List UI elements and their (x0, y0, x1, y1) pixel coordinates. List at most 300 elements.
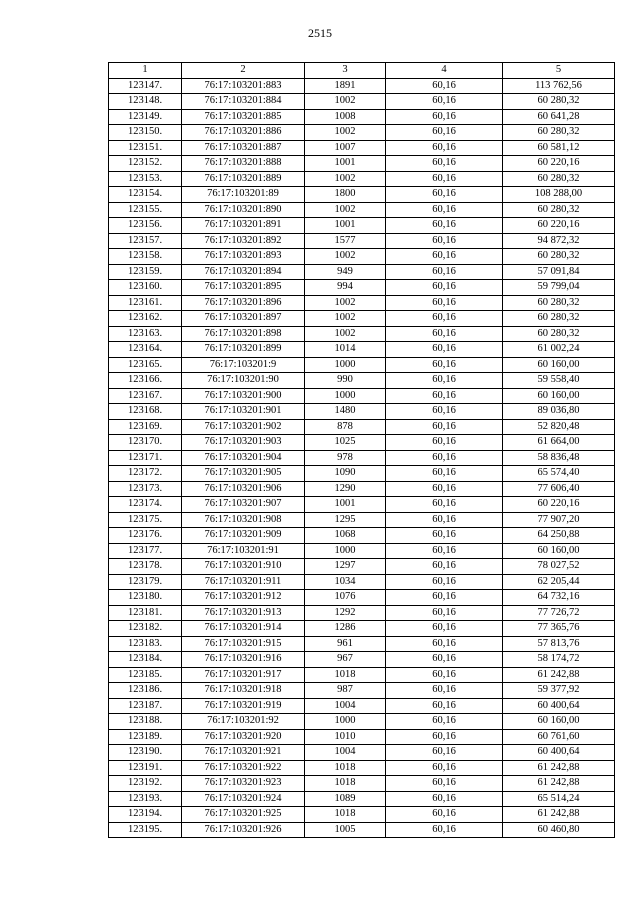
area-cell: 1577 (305, 233, 386, 249)
area-cell: 961 (305, 636, 386, 652)
area-cell: 1002 (305, 202, 386, 218)
rate-cell: 60,16 (386, 667, 503, 683)
cadastral-number-cell: 76:17:103201:91 (182, 543, 305, 559)
rate-cell: 60,16 (386, 311, 503, 327)
cadastral-number-cell: 76:17:103201:926 (182, 822, 305, 838)
row-number-cell: 123147. (109, 78, 182, 94)
rate-cell: 60,16 (386, 342, 503, 358)
rate-cell: 60,16 (386, 807, 503, 823)
amount-cell: 58 836,48 (503, 450, 615, 466)
rate-cell: 60,16 (386, 543, 503, 559)
table-row (109, 729, 615, 745)
row-number-cell: 123149. (109, 109, 182, 125)
row-number-cell: 123167. (109, 388, 182, 404)
area-cell: 1089 (305, 791, 386, 807)
column-header: 1 (109, 63, 182, 79)
rate-cell: 60,16 (386, 714, 503, 730)
row-number-cell: 123176. (109, 528, 182, 544)
table-row (109, 512, 615, 528)
table-row (109, 373, 615, 389)
amount-cell: 60 280,32 (503, 171, 615, 187)
rate-cell: 60,16 (386, 218, 503, 234)
cadastral-number-cell: 76:17:103201:9 (182, 357, 305, 373)
table-row (109, 667, 615, 683)
column-header: 4 (386, 63, 503, 79)
amount-cell: 65 514,24 (503, 791, 615, 807)
row-number-cell: 123165. (109, 357, 182, 373)
amount-cell: 78 027,52 (503, 559, 615, 575)
amount-cell: 89 036,80 (503, 404, 615, 420)
rate-cell: 60,16 (386, 264, 503, 280)
amount-cell: 60 160,00 (503, 714, 615, 730)
cadastral-number-cell: 76:17:103201:905 (182, 466, 305, 482)
area-cell: 1480 (305, 404, 386, 420)
amount-cell: 77 726,72 (503, 605, 615, 621)
table-row (109, 357, 615, 373)
table-row (109, 791, 615, 807)
cadastral-number-cell: 76:17:103201:892 (182, 233, 305, 249)
table-row (109, 249, 615, 265)
rate-cell: 60,16 (386, 590, 503, 606)
row-number-cell: 123148. (109, 94, 182, 110)
amount-cell: 61 242,88 (503, 760, 615, 776)
amount-cell: 61 242,88 (503, 776, 615, 792)
cadastral-number-cell: 76:17:103201:898 (182, 326, 305, 342)
column-header: 3 (305, 63, 386, 79)
amount-cell: 59 558,40 (503, 373, 615, 389)
area-cell: 1000 (305, 543, 386, 559)
area-cell: 967 (305, 652, 386, 668)
amount-cell: 57 091,84 (503, 264, 615, 280)
table-row (109, 528, 615, 544)
area-cell: 1018 (305, 776, 386, 792)
area-cell: 1014 (305, 342, 386, 358)
row-number-cell: 123186. (109, 683, 182, 699)
table-row (109, 264, 615, 280)
row-number-cell: 123153. (109, 171, 182, 187)
row-number-cell: 123185. (109, 667, 182, 683)
row-number-cell: 123156. (109, 218, 182, 234)
cadastral-number-cell: 76:17:103201:89 (182, 187, 305, 203)
row-number-cell: 123189. (109, 729, 182, 745)
cadastral-number-cell: 76:17:103201:894 (182, 264, 305, 280)
amount-cell: 65 574,40 (503, 466, 615, 482)
table-row (109, 745, 615, 761)
row-number-cell: 123184. (109, 652, 182, 668)
amount-cell: 108 288,00 (503, 187, 615, 203)
rate-cell: 60,16 (386, 156, 503, 172)
cadastral-number-cell: 76:17:103201:901 (182, 404, 305, 420)
cadastral-number-cell: 76:17:103201:895 (182, 280, 305, 296)
table-row (109, 559, 615, 575)
area-cell: 978 (305, 450, 386, 466)
cadastral-number-cell: 76:17:103201:918 (182, 683, 305, 699)
area-cell: 1068 (305, 528, 386, 544)
column-header: 5 (503, 63, 615, 79)
row-number-cell: 123178. (109, 559, 182, 575)
area-cell: 1018 (305, 807, 386, 823)
rate-cell: 60,16 (386, 512, 503, 528)
row-number-cell: 123170. (109, 435, 182, 451)
cadastral-number-cell: 76:17:103201:887 (182, 140, 305, 156)
table-row (109, 698, 615, 714)
table-row (109, 466, 615, 482)
cadastral-number-cell: 76:17:103201:915 (182, 636, 305, 652)
amount-cell: 59 377,92 (503, 683, 615, 699)
rate-cell: 60,16 (386, 419, 503, 435)
rate-cell: 60,16 (386, 404, 503, 420)
cadastral-number-cell: 76:17:103201:913 (182, 605, 305, 621)
area-cell: 1290 (305, 481, 386, 497)
area-cell: 1004 (305, 745, 386, 761)
rate-cell: 60,16 (386, 435, 503, 451)
row-number-cell: 123190. (109, 745, 182, 761)
rate-cell: 60,16 (386, 652, 503, 668)
area-cell: 1002 (305, 295, 386, 311)
area-cell: 1018 (305, 760, 386, 776)
amount-cell: 60 641,28 (503, 109, 615, 125)
rate-cell: 60,16 (386, 621, 503, 637)
amount-cell: 60 160,00 (503, 388, 615, 404)
rate-cell: 60,16 (386, 791, 503, 807)
table-row (109, 636, 615, 652)
rate-cell: 60,16 (386, 94, 503, 110)
table-row (109, 590, 615, 606)
row-number-cell: 123154. (109, 187, 182, 203)
table-row (109, 760, 615, 776)
table-row (109, 156, 615, 172)
table-row (109, 435, 615, 451)
rate-cell: 60,16 (386, 466, 503, 482)
area-cell: 1000 (305, 357, 386, 373)
row-number-cell: 123172. (109, 466, 182, 482)
amount-cell: 61 242,88 (503, 807, 615, 823)
cadastral-number-cell: 76:17:103201:907 (182, 497, 305, 513)
area-cell: 1007 (305, 140, 386, 156)
cadastral-number-cell: 76:17:103201:904 (182, 450, 305, 466)
rate-cell: 60,16 (386, 729, 503, 745)
row-number-cell: 123155. (109, 202, 182, 218)
row-number-cell: 123171. (109, 450, 182, 466)
row-number-cell: 123182. (109, 621, 182, 637)
amount-cell: 60 280,32 (503, 94, 615, 110)
rate-cell: 60,16 (386, 760, 503, 776)
table-row (109, 109, 615, 125)
area-cell: 1001 (305, 218, 386, 234)
row-number-cell: 123183. (109, 636, 182, 652)
area-cell: 1001 (305, 156, 386, 172)
table-row (109, 342, 615, 358)
table-row (109, 822, 615, 838)
row-number-cell: 123161. (109, 295, 182, 311)
amount-cell: 94 872,32 (503, 233, 615, 249)
rate-cell: 60,16 (386, 636, 503, 652)
amount-cell: 57 813,76 (503, 636, 615, 652)
table-row (109, 605, 615, 621)
rate-cell: 60,16 (386, 776, 503, 792)
cadastral-number-cell: 76:17:103201:921 (182, 745, 305, 761)
rate-cell: 60,16 (386, 822, 503, 838)
rate-cell: 60,16 (386, 605, 503, 621)
area-cell: 1001 (305, 497, 386, 513)
area-cell: 1002 (305, 311, 386, 327)
row-number-cell: 123169. (109, 419, 182, 435)
cadastral-number-cell: 76:17:103201:908 (182, 512, 305, 528)
row-number-cell: 123187. (109, 698, 182, 714)
row-number-cell: 123175. (109, 512, 182, 528)
row-number-cell: 123188. (109, 714, 182, 730)
cadastral-number-cell: 76:17:103201:890 (182, 202, 305, 218)
table-row (109, 187, 615, 203)
area-cell: 1076 (305, 590, 386, 606)
table-row (109, 543, 615, 559)
cadastral-number-cell: 76:17:103201:924 (182, 791, 305, 807)
amount-cell: 60 400,64 (503, 698, 615, 714)
area-cell: 1010 (305, 729, 386, 745)
row-number-cell: 123150. (109, 125, 182, 141)
amount-cell: 113 762,56 (503, 78, 615, 94)
table-body (109, 78, 615, 838)
row-number-cell: 123193. (109, 791, 182, 807)
cadastral-number-cell: 76:17:103201:899 (182, 342, 305, 358)
column-header: 2 (182, 63, 305, 79)
amount-cell: 60 280,32 (503, 249, 615, 265)
rate-cell: 60,16 (386, 388, 503, 404)
rate-cell: 60,16 (386, 497, 503, 513)
rate-cell: 60,16 (386, 698, 503, 714)
table-row (109, 419, 615, 435)
amount-cell: 60 280,32 (503, 125, 615, 141)
row-number-cell: 123174. (109, 497, 182, 513)
table-row (109, 233, 615, 249)
table-row (109, 78, 615, 94)
cadastral-number-cell: 76:17:103201:922 (182, 760, 305, 776)
row-number-cell: 123160. (109, 280, 182, 296)
rate-cell: 60,16 (386, 125, 503, 141)
area-cell: 1004 (305, 698, 386, 714)
cadastral-number-cell: 76:17:103201:909 (182, 528, 305, 544)
cadastral-number-cell: 76:17:103201:920 (182, 729, 305, 745)
table-row (109, 807, 615, 823)
cadastral-number-cell: 76:17:103201:893 (182, 249, 305, 265)
rate-cell: 60,16 (386, 559, 503, 575)
table-row (109, 404, 615, 420)
rate-cell: 60,16 (386, 326, 503, 342)
amount-cell: 58 174,72 (503, 652, 615, 668)
table-row (109, 776, 615, 792)
amount-cell: 61 002,24 (503, 342, 615, 358)
cadastral-number-cell: 76:17:103201:90 (182, 373, 305, 389)
row-number-cell: 123164. (109, 342, 182, 358)
cadastral-number-cell: 76:17:103201:92 (182, 714, 305, 730)
cadastral-number-cell: 76:17:103201:916 (182, 652, 305, 668)
area-cell: 1002 (305, 249, 386, 265)
cadastral-number-cell: 76:17:103201:897 (182, 311, 305, 327)
row-number-cell: 123168. (109, 404, 182, 420)
table-row (109, 311, 615, 327)
area-cell: 949 (305, 264, 386, 280)
area-cell: 1891 (305, 78, 386, 94)
area-cell: 1000 (305, 714, 386, 730)
amount-cell: 61 242,88 (503, 667, 615, 683)
amount-cell: 77 606,40 (503, 481, 615, 497)
amount-cell: 60 400,64 (503, 745, 615, 761)
row-number-cell: 123158. (109, 249, 182, 265)
row-number-cell: 123194. (109, 807, 182, 823)
amount-cell: 64 732,16 (503, 590, 615, 606)
amount-cell: 60 220,16 (503, 497, 615, 513)
rate-cell: 60,16 (386, 373, 503, 389)
amount-cell: 64 250,88 (503, 528, 615, 544)
registry-table (108, 62, 615, 838)
area-cell: 1002 (305, 326, 386, 342)
rate-cell: 60,16 (386, 295, 503, 311)
area-cell: 1002 (305, 125, 386, 141)
table-row (109, 621, 615, 637)
table-row (109, 171, 615, 187)
cadastral-number-cell: 76:17:103201:900 (182, 388, 305, 404)
area-cell: 987 (305, 683, 386, 699)
table-row (109, 326, 615, 342)
cadastral-number-cell: 76:17:103201:917 (182, 667, 305, 683)
table-row (109, 652, 615, 668)
area-cell: 1018 (305, 667, 386, 683)
row-number-cell: 123173. (109, 481, 182, 497)
area-cell: 1292 (305, 605, 386, 621)
table-row (109, 481, 615, 497)
area-cell: 994 (305, 280, 386, 296)
cadastral-number-cell: 76:17:103201:912 (182, 590, 305, 606)
amount-cell: 52 820,48 (503, 419, 615, 435)
table-row (109, 497, 615, 513)
rate-cell: 60,16 (386, 574, 503, 590)
amount-cell: 60 160,00 (503, 543, 615, 559)
rate-cell: 60,16 (386, 233, 503, 249)
cadastral-number-cell: 76:17:103201:910 (182, 559, 305, 575)
table-row (109, 125, 615, 141)
row-number-cell: 123151. (109, 140, 182, 156)
row-number-cell: 123159. (109, 264, 182, 280)
amount-cell: 60 761,60 (503, 729, 615, 745)
amount-cell: 77 907,20 (503, 512, 615, 528)
row-number-cell: 123177. (109, 543, 182, 559)
cadastral-number-cell: 76:17:103201:906 (182, 481, 305, 497)
area-cell: 1002 (305, 171, 386, 187)
table-row (109, 202, 615, 218)
cadastral-number-cell: 76:17:103201:896 (182, 295, 305, 311)
cadastral-number-cell: 76:17:103201:925 (182, 807, 305, 823)
cadastral-number-cell: 76:17:103201:891 (182, 218, 305, 234)
table-row (109, 218, 615, 234)
rate-cell: 60,16 (386, 202, 503, 218)
rate-cell: 60,16 (386, 481, 503, 497)
area-cell: 990 (305, 373, 386, 389)
rate-cell: 60,16 (386, 357, 503, 373)
table-row (109, 94, 615, 110)
cadastral-number-cell: 76:17:103201:888 (182, 156, 305, 172)
table-row (109, 295, 615, 311)
rate-cell: 60,16 (386, 171, 503, 187)
area-cell: 1025 (305, 435, 386, 451)
row-number-cell: 123195. (109, 822, 182, 838)
cadastral-number-cell: 76:17:103201:914 (182, 621, 305, 637)
amount-cell: 61 664,00 (503, 435, 615, 451)
row-number-cell: 123166. (109, 373, 182, 389)
row-number-cell: 123181. (109, 605, 182, 621)
amount-cell: 60 220,16 (503, 218, 615, 234)
cadastral-number-cell: 76:17:103201:923 (182, 776, 305, 792)
rate-cell: 60,16 (386, 249, 503, 265)
area-cell: 1002 (305, 94, 386, 110)
page-number: 2515 (308, 26, 332, 40)
row-number-cell: 123191. (109, 760, 182, 776)
cadastral-number-cell: 76:17:103201:902 (182, 419, 305, 435)
area-cell: 1008 (305, 109, 386, 125)
rate-cell: 60,16 (386, 140, 503, 156)
cadastral-number-cell: 76:17:103201:911 (182, 574, 305, 590)
table-row (109, 714, 615, 730)
amount-cell: 60 460,80 (503, 822, 615, 838)
row-number-cell: 123163. (109, 326, 182, 342)
amount-cell: 60 160,00 (503, 357, 615, 373)
row-number-cell: 123179. (109, 574, 182, 590)
row-number-cell: 123192. (109, 776, 182, 792)
rate-cell: 60,16 (386, 745, 503, 761)
table-row (109, 388, 615, 404)
area-cell: 1005 (305, 822, 386, 838)
rate-cell: 60,16 (386, 450, 503, 466)
table-row (109, 140, 615, 156)
amount-cell: 62 205,44 (503, 574, 615, 590)
table-header-row (109, 63, 615, 79)
cadastral-number-cell: 76:17:103201:903 (182, 435, 305, 451)
amount-cell: 60 280,32 (503, 326, 615, 342)
amount-cell: 60 280,32 (503, 295, 615, 311)
table-row (109, 574, 615, 590)
area-cell: 1000 (305, 388, 386, 404)
area-cell: 1297 (305, 559, 386, 575)
area-cell: 1286 (305, 621, 386, 637)
rate-cell: 60,16 (386, 528, 503, 544)
rate-cell: 60,16 (386, 683, 503, 699)
amount-cell: 60 220,16 (503, 156, 615, 172)
cadastral-number-cell: 76:17:103201:919 (182, 698, 305, 714)
amount-cell: 60 280,32 (503, 202, 615, 218)
rate-cell: 60,16 (386, 78, 503, 94)
rate-cell: 60,16 (386, 109, 503, 125)
table-row (109, 450, 615, 466)
rate-cell: 60,16 (386, 280, 503, 296)
amount-cell: 60 280,32 (503, 311, 615, 327)
cadastral-number-cell: 76:17:103201:885 (182, 109, 305, 125)
amount-cell: 60 581,12 (503, 140, 615, 156)
area-cell: 1800 (305, 187, 386, 203)
rate-cell: 60,16 (386, 187, 503, 203)
cadastral-number-cell: 76:17:103201:889 (182, 171, 305, 187)
area-cell: 878 (305, 419, 386, 435)
cadastral-number-cell: 76:17:103201:883 (182, 78, 305, 94)
table-row (109, 280, 615, 296)
cadastral-number-cell: 76:17:103201:884 (182, 94, 305, 110)
row-number-cell: 123180. (109, 590, 182, 606)
row-number-cell: 123157. (109, 233, 182, 249)
area-cell: 1295 (305, 512, 386, 528)
amount-cell: 77 365,76 (503, 621, 615, 637)
cadastral-number-cell: 76:17:103201:886 (182, 125, 305, 141)
amount-cell: 59 799,04 (503, 280, 615, 296)
table-row (109, 683, 615, 699)
area-cell: 1034 (305, 574, 386, 590)
